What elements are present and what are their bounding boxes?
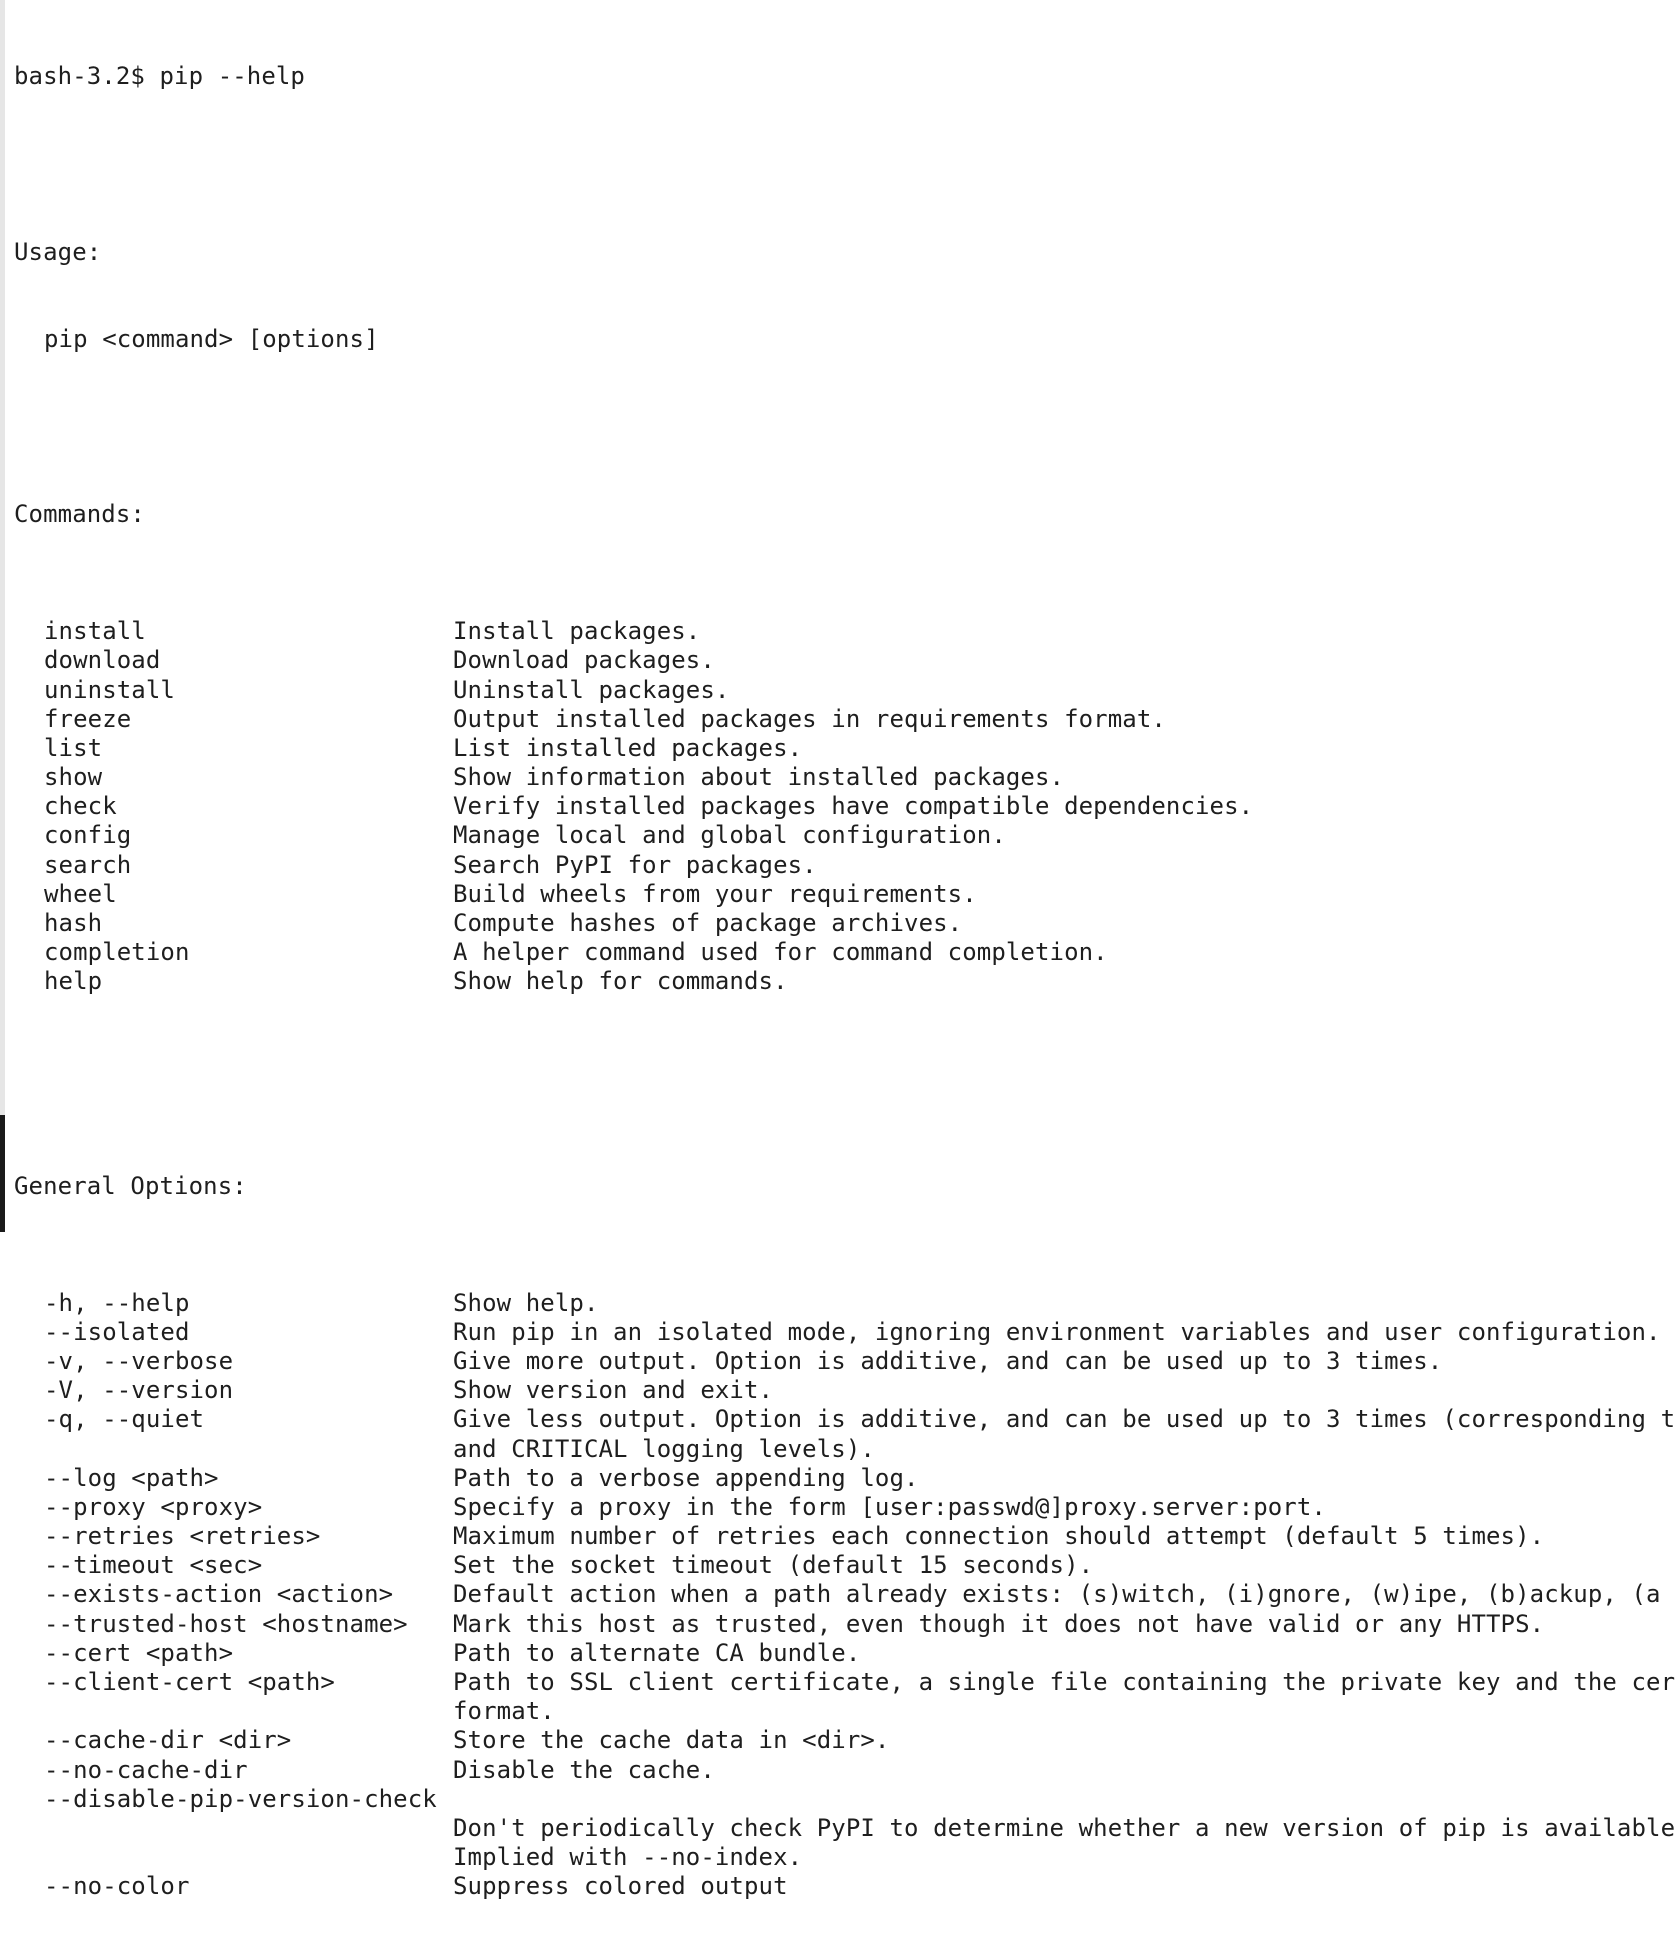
option-row [14, 1872, 1672, 1901]
option-row [14, 1726, 1672, 1755]
option-row [14, 1785, 1672, 1814]
option-row-description: Show help. [453, 1288, 599, 1317]
command-row [14, 851, 1672, 880]
command-row-description: Download packages. [453, 646, 715, 675]
command-row-name: search [44, 850, 132, 879]
command-row [14, 909, 1672, 938]
option-row-description: Set the socket timeout (default 15 seconds). [453, 1551, 1094, 1580]
option-row [14, 1697, 1672, 1726]
commands-list [14, 617, 1672, 996]
general-options-list [14, 1288, 1675, 1902]
command-row-name: check [44, 792, 117, 821]
window-left-edge [0, 0, 5, 1232]
command-row-description: Output installed packages in requirements format. [453, 704, 1166, 733]
option-row [14, 1843, 1672, 1872]
usage-line: pip <command> [options] [44, 325, 379, 354]
option-row-name: --trusted-host <hostname> [44, 1609, 408, 1638]
option-row [14, 1347, 1672, 1376]
command-row-description: Manage local and global configuration. [453, 821, 1006, 850]
option-row-description: Give less output. Option is additive, and can be used up to 3 times (corresponding t [453, 1405, 1675, 1434]
command-row-description: Show help for commands. [453, 967, 788, 996]
option-row-description: Mark this host as trusted, even though it does not have valid or any HTTPS. [453, 1609, 1545, 1638]
option-row [14, 1289, 1672, 1318]
option-row-name: --retries <retries> [44, 1522, 321, 1551]
command-row-name: freeze [44, 704, 132, 733]
command-row [14, 967, 1672, 996]
option-row-description: Implied with --no-index. [453, 1843, 803, 1872]
option-row-name: --cert <path> [44, 1638, 234, 1667]
command-row-name: hash [44, 909, 103, 938]
option-row-description: Maximum number of retries each connection should attempt (default 5 times). [453, 1522, 1545, 1551]
command-row-description: Uninstall packages. [453, 675, 730, 704]
command-row-description: Build wheels from your requirements. [453, 879, 977, 908]
option-row [14, 1756, 1672, 1785]
option-row-name: -v, --verbose [44, 1346, 234, 1375]
command-row-description: Compute hashes of package archives. [453, 909, 963, 938]
command-row-description: Install packages. [453, 617, 701, 646]
option-row-name: --exists-action <action> [44, 1580, 394, 1609]
option-row [14, 1405, 1675, 1434]
option-row-description: Run pip in an isolated mode, ignoring environment variables and user configuration. [453, 1317, 1661, 1346]
command-row-name: help [44, 967, 103, 996]
command-row-name: show [44, 763, 103, 792]
option-row [14, 1551, 1672, 1580]
option-row-description: Path to SSL client certificate, a single file containing the private key and the cer [453, 1668, 1675, 1697]
command-row-name: wheel [44, 879, 117, 908]
command-row-name: install [44, 617, 146, 646]
command-row [14, 676, 1672, 705]
command-row [14, 763, 1672, 792]
command-row [14, 705, 1672, 734]
command-row [14, 821, 1672, 850]
command-row-name: completion [44, 938, 190, 967]
general-options-heading: General Options: [14, 1171, 247, 1200]
option-row [14, 1668, 1675, 1697]
option-row-description: Path to a verbose appending log. [453, 1463, 919, 1492]
prompt-line: bash-3.2$ pip --help [14, 62, 305, 91]
command-row [14, 734, 1672, 763]
option-row-description: Disable the cache. [453, 1755, 715, 1784]
option-row [14, 1580, 1672, 1609]
command-row [14, 792, 1672, 821]
option-row-name: --log <path> [44, 1463, 219, 1492]
option-row-name: --client-cert <path> [44, 1668, 335, 1697]
option-row-description: Don't periodically check PyPI to determine whether a new version of pip is available [453, 1813, 1675, 1842]
option-row-description: format. [453, 1697, 555, 1726]
option-row-name: -V, --version [44, 1376, 234, 1405]
command-row-name: uninstall [44, 675, 175, 704]
command-row-description: Show information about installed packages. [453, 763, 1065, 792]
commands-heading: Commands: [14, 500, 145, 529]
command-row-description: A helper command used for command completion. [453, 938, 1108, 967]
option-row-description: and CRITICAL logging levels). [453, 1434, 875, 1463]
option-row-name: --proxy <proxy> [44, 1492, 263, 1521]
command-row-name: download [44, 646, 161, 675]
option-row [14, 1639, 1672, 1668]
option-row-description: Path to alternate CA bundle. [453, 1638, 861, 1667]
option-row [14, 1610, 1672, 1639]
option-row [14, 1522, 1672, 1551]
command-row [14, 617, 1672, 646]
option-row-name: --disable-pip-version-check [44, 1784, 437, 1813]
option-row-description: Give more output. Option is additive, and can be used up to 3 times. [453, 1346, 1443, 1375]
option-row [14, 1318, 1672, 1347]
command-row-description: List installed packages. [453, 733, 803, 762]
option-row-description: Store the cache data in <dir>. [453, 1726, 890, 1755]
option-row-description: Default action when a path already exists: (s)witch, (i)gnore, (w)ipe, (b)ackup, (a [453, 1580, 1661, 1609]
option-row-name: --timeout <sec> [44, 1551, 263, 1580]
command-row-description: Verify installed packages have compatible dependencies. [453, 792, 1254, 821]
option-row-name: --no-cache-dir [44, 1755, 248, 1784]
command-row-name: list [44, 733, 103, 762]
option-row [14, 1435, 1672, 1464]
option-row-name: --no-color [44, 1872, 190, 1901]
command-row [14, 880, 1672, 909]
option-row-description: Specify a proxy in the form [user:passwd@]proxy.server:port. [453, 1492, 1326, 1521]
option-row [14, 1376, 1672, 1405]
command-row [14, 646, 1672, 675]
command-row [14, 938, 1672, 967]
option-row [14, 1813, 1675, 1843]
terminal-output[interactable] [14, 4, 1675, 1960]
command-row-description: Search PyPI for packages. [453, 850, 817, 879]
option-row-description: Suppress colored output [453, 1872, 788, 1901]
option-row-name: -h, --help [44, 1288, 190, 1317]
option-row-name: --cache-dir <dir> [44, 1726, 292, 1755]
option-row-name: --isolated [44, 1317, 190, 1346]
option-row [14, 1464, 1672, 1493]
command-row-name: config [44, 821, 132, 850]
option-row [14, 1493, 1672, 1522]
option-row-description: Show version and exit. [453, 1376, 774, 1405]
option-row-name: -q, --quiet [44, 1405, 205, 1434]
usage-heading: Usage: [14, 237, 102, 266]
window-left-edge-dark [0, 1115, 5, 1232]
